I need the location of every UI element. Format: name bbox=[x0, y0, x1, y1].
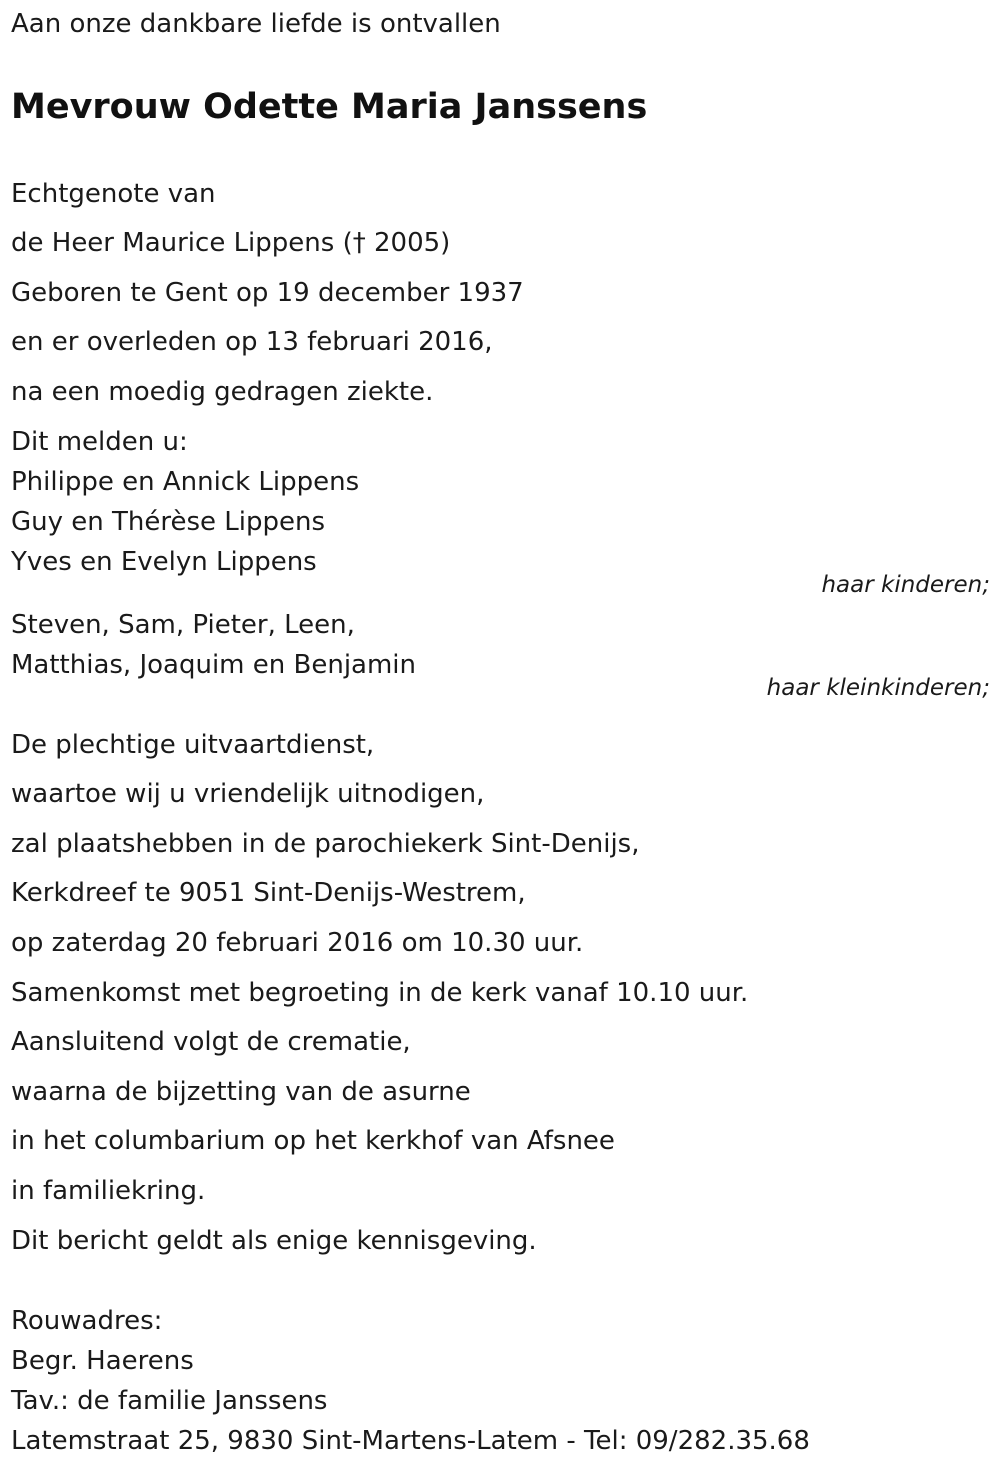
intro-line: Aan onze dankbare liefde is ontvallen bbox=[11, 9, 501, 39]
bio-line: na een moedig gedragen ziekte. bbox=[11, 377, 434, 407]
announce-label: Dit melden u: bbox=[11, 427, 188, 457]
address-line: Latemstraat 25, 9830 Sint-Martens-Latem - Tel: 09/282.35.68 bbox=[11, 1426, 810, 1456]
deceased-name: Mevrouw Odette Maria Janssens bbox=[11, 87, 648, 127]
address-line: Begr. Haerens bbox=[11, 1346, 194, 1376]
service-line: waartoe wij u vriendelijk uitnodigen, bbox=[11, 779, 485, 809]
bio-line: en er overleden op 13 februari 2016, bbox=[11, 327, 493, 357]
service-line: Dit bericht geldt als enige kennisgeving. bbox=[11, 1226, 537, 1256]
bio-line: Geboren te Gent op 19 december 1937 bbox=[11, 278, 524, 308]
address-line: Tav.: de familie Janssens bbox=[11, 1386, 328, 1416]
service-line: zal plaatshebben in de parochiekerk Sint-Denijs, bbox=[11, 829, 640, 859]
service-line: Kerkdreef te 9051 Sint-Denijs-Westrem, bbox=[11, 878, 526, 908]
service-line: waarna de bijzetting van de asurne bbox=[11, 1077, 471, 1107]
service-line: in het columbarium op het kerkhof van Afsnee bbox=[11, 1126, 615, 1156]
child-line: Yves en Evelyn Lippens bbox=[11, 547, 317, 577]
children-relation-label: haar kinderen; bbox=[821, 572, 990, 598]
service-line: op zaterdag 20 februari 2016 om 10.30 uur. bbox=[11, 928, 584, 958]
grandchild-line: Matthias, Joaquim en Benjamin bbox=[11, 650, 417, 680]
child-line: Philippe en Annick Lippens bbox=[11, 467, 360, 497]
address-label: Rouwadres: bbox=[11, 1306, 163, 1336]
bio-line: de Heer Maurice Lippens († 2005) bbox=[11, 228, 451, 258]
bio-line: Echtgenote van bbox=[11, 179, 216, 209]
service-line: Samenkomst met begroeting in de kerk vanaf 10.10 uur. bbox=[11, 978, 749, 1008]
service-line: in familiekring. bbox=[11, 1176, 206, 1206]
grandchild-line: Steven, Sam, Pieter, Leen, bbox=[11, 610, 355, 640]
child-line: Guy en Thérèse Lippens bbox=[11, 507, 326, 537]
service-line: De plechtige uitvaartdienst, bbox=[11, 730, 375, 760]
service-line: Aansluitend volgt de crematie, bbox=[11, 1027, 411, 1057]
grandchildren-relation-label: haar kleinkinderen; bbox=[766, 675, 990, 701]
